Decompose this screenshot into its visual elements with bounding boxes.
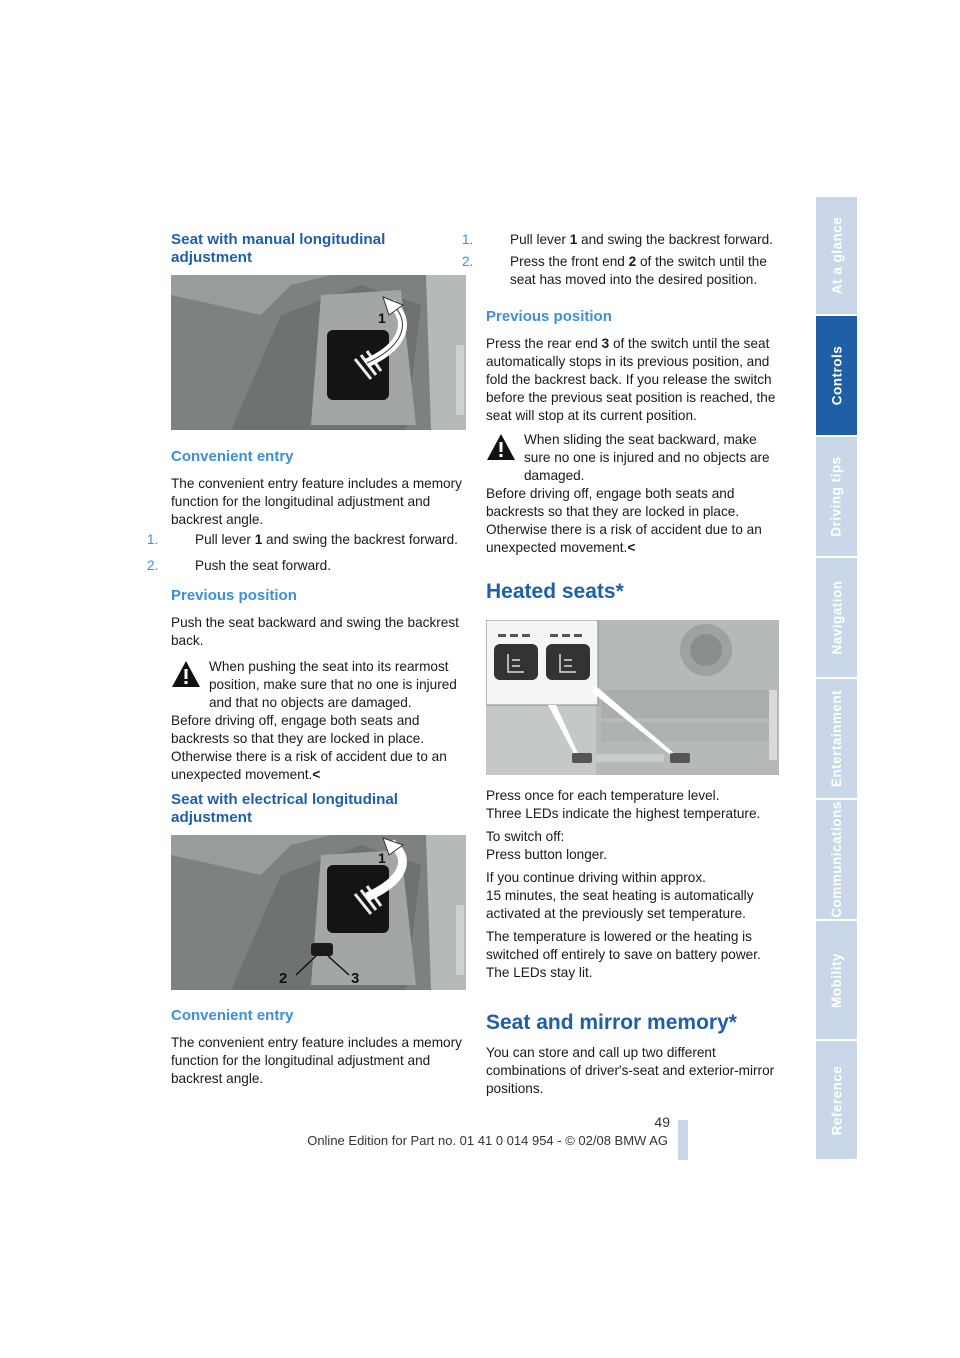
label-2: 2 — [279, 970, 288, 987]
warning-icon — [486, 433, 516, 461]
heated-text-2b: Press button longer. — [486, 847, 607, 862]
heading-electrical-adjustment: Seat with electrical longitudinal adjustment — [171, 791, 399, 826]
heading-seat-mirror-memory: Seat and mirror memory* — [486, 1011, 737, 1034]
heated-text-3a: If you continue driving within approx. — [486, 870, 706, 885]
tab-reference[interactable]: Reference — [816, 1041, 857, 1159]
heated-seat-illustration — [486, 620, 779, 775]
warning-text: When pushing the seat into its rearmost position, make sure that no one is injured and that no objects are damaged. — [209, 659, 457, 710]
previous-position-2 — [486, 308, 782, 557]
end-mark: < — [627, 540, 636, 555]
heated-text-3b: 15 minutes, the seat heating is automatically activated at the previously set temperature. — [486, 888, 754, 921]
heading-convenient-entry: Convenient entry — [171, 1007, 294, 1024]
heading-previous-position: Previous position — [171, 587, 297, 604]
label-3: 3 — [351, 970, 360, 987]
step-2: 2. Press the front end 2 of the switch until the seat has moved into the desired position. — [462, 254, 767, 287]
photo-heated-seat-buttons — [486, 620, 779, 775]
tab-communications[interactable]: Communications — [816, 800, 857, 919]
warning-text-continued: Before driving off, engage both seats and backrests so that they are locked in place. Otherwise there is a risk of accident due to an unexpected movement.< — [486, 486, 762, 555]
tab-at-a-glance[interactable]: At a glance — [816, 197, 857, 314]
electric-steps — [462, 231, 782, 289]
heading-previous-position: Previous position — [486, 308, 612, 325]
step-2: 2. Push the seat forward. — [147, 558, 332, 573]
seat-lever-illustration — [171, 275, 466, 430]
previous-position-1 — [171, 587, 467, 784]
convenient-entry-2 — [171, 1007, 467, 1088]
tab-mobility[interactable]: Mobility — [816, 921, 857, 1039]
footer-edition: Online Edition for Part no. 01 41 0 014 954 - © 02/08 BMW AG — [307, 1133, 668, 1148]
tab-controls[interactable]: Controls — [816, 316, 857, 435]
heated-text-1b: Three LEDs indicate the highest temperature. — [486, 806, 761, 821]
end-mark: < — [312, 767, 321, 782]
seat-switch-illustration — [171, 835, 466, 990]
warning-note — [171, 658, 467, 712]
photo-electric-seat — [171, 835, 466, 990]
step-1: 1. Pull lever 1 and swing the backrest forward. — [462, 232, 773, 247]
tab-driving-tips[interactable]: Driving tips — [816, 437, 857, 556]
step-number: 1. — [462, 232, 474, 247]
heated-seats-text — [486, 787, 782, 982]
heading-manual-adjustment: Seat with manual longitudinal adjustment — [171, 231, 386, 266]
svg-text:1: 1 — [378, 850, 386, 866]
warning-note — [486, 431, 782, 485]
page-number: 49 — [654, 1114, 670, 1130]
warning-text: When sliding the seat backward, make sure no one is injured and no objects are damaged. — [524, 432, 770, 483]
heading-heated-seats: Heated seats* — [486, 580, 624, 603]
photo-manual-seat — [171, 275, 466, 430]
heading-convenient-entry: Convenient entry — [171, 448, 294, 465]
tab-navigation[interactable]: Navigation — [816, 558, 857, 677]
convenient-entry-intro: The convenient entry feature includes a memory function for the longitudinal adjustment and backrest angle. — [171, 476, 462, 527]
heated-text-2a: To switch off: — [486, 829, 565, 844]
step-number: 2. — [462, 254, 474, 269]
step-number: 1. — [147, 532, 159, 547]
previous-position-text: Push the seat backward and swing the backrest back. — [171, 615, 459, 648]
heated-seats-heading-wrap — [486, 580, 782, 604]
heading-electric-wrap — [171, 791, 467, 827]
step-1: 1. Pull lever 1 and swing the backrest forward. — [147, 532, 458, 547]
previous-position-text: Press the rear end 3 of the switch until the seat automatically stops in its previous position, and fold the backrest back. If you release the switch before the previous seat position is reached, the seat will stop at its current position. — [486, 336, 776, 423]
tab-entertainment[interactable]: Entertainment — [816, 679, 857, 798]
warning-text-continued: Before driving off, engage both seats and backrests so that they are locked in place. Otherwise there is a risk of accident due to an unexpected movement.< — [171, 713, 447, 782]
footer-bar — [678, 1120, 688, 1160]
convenient-entry-1 — [147, 448, 467, 575]
svg-text:1: 1 — [378, 310, 386, 326]
step-number: 2. — [147, 558, 159, 573]
convenient-entry-intro: The convenient entry feature includes a memory function for the longitudinal adjustment and backrest angle. — [171, 1035, 462, 1086]
warning-icon — [171, 660, 201, 688]
memory-section — [486, 1011, 782, 1098]
heated-text-4: The temperature is lowered or the heating is switched off entirely to save on battery power. The LEDs stay lit. — [486, 929, 761, 980]
heated-text-1a: Press once for each temperature level. — [486, 788, 720, 803]
memory-text: You can store and call up two different combinations of driver's-seat and exterior-mirror positions. — [486, 1045, 775, 1096]
